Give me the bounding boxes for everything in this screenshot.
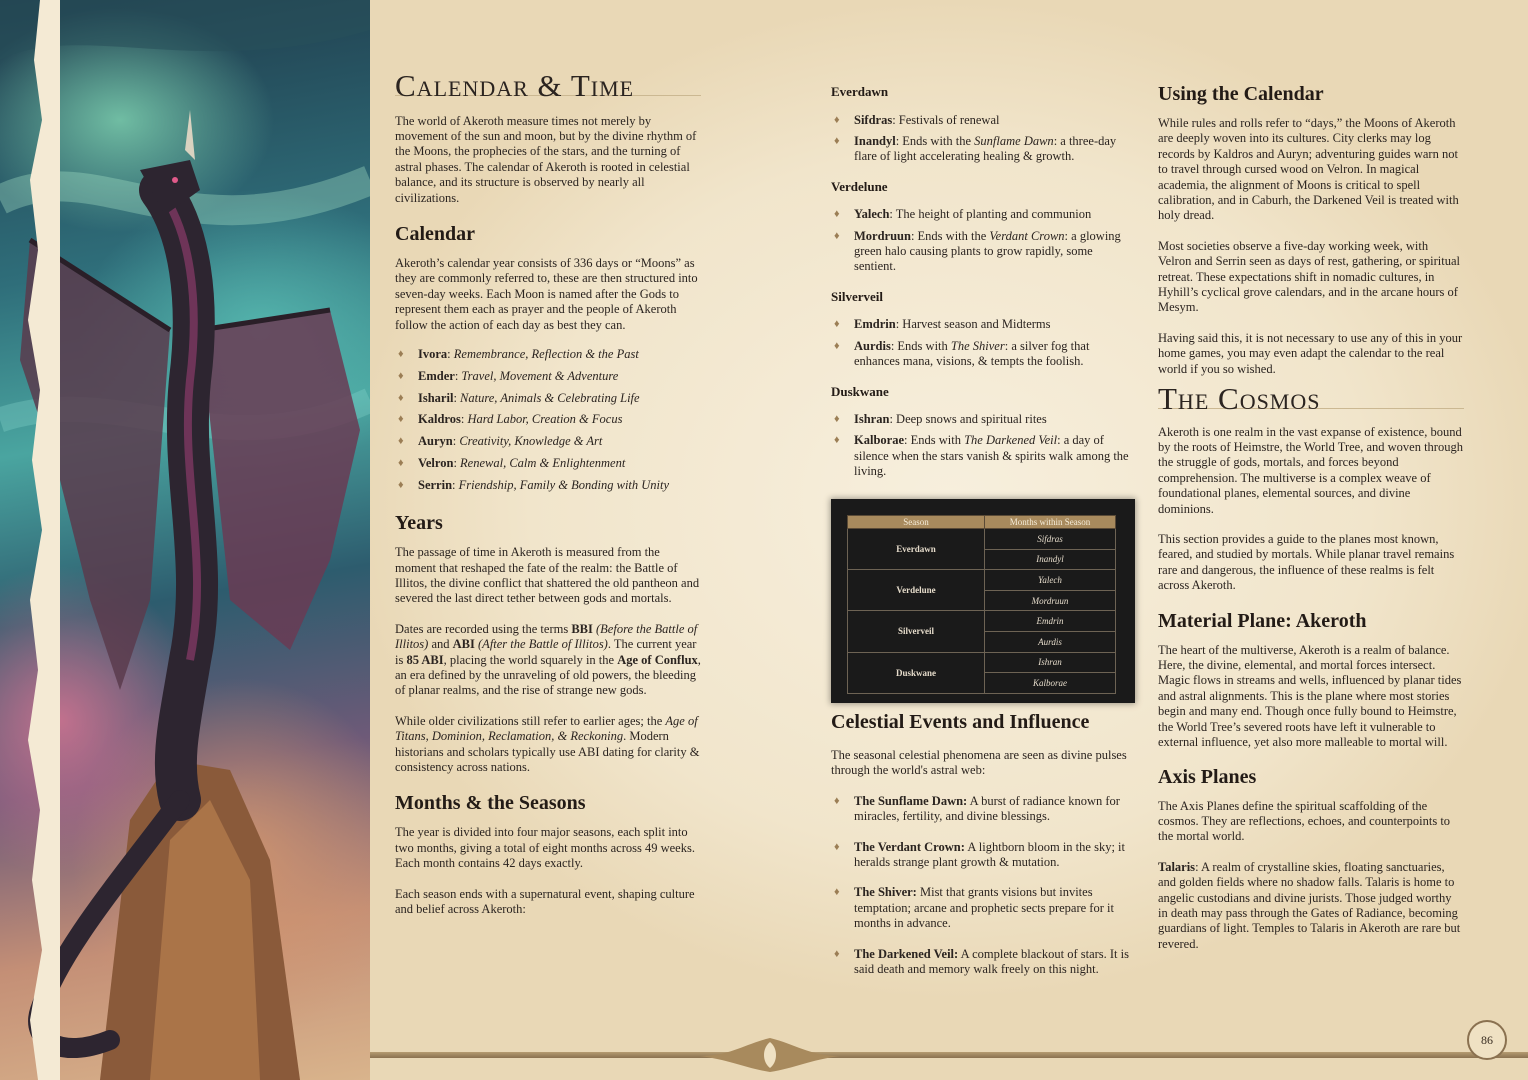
diamond-bullet-icon: ♦ — [398, 413, 404, 426]
season-heading-everdawn: Everdawn — [831, 84, 889, 99]
diamond-bullet-icon: ♦ — [398, 435, 404, 448]
months-paragraph-2: Each season ends with a supernatural event, shaping culture and belief across Akeroth: — [395, 886, 695, 917]
years-heading: Years — [395, 512, 443, 535]
diamond-bullet-icon: ♦ — [834, 840, 840, 853]
material-plane-paragraph: The heart of the multiverse, Akeroth is a realm of balance. Here, the divine, elemental, and mortal forces intersect. Magic flows in streams and wells, influenced by planar tides and astral alignments. This is the plane where most stories begin and many end. Though once fully bound to Heimstre, the World Tree’s severed roots have left it vulnerable to external influence, yet also more malleable to mortal will. — [1158, 642, 1462, 750]
table-row — [848, 570, 1116, 591]
months-paragraph-1: The year is divided into four major seasons, each split into two months, giving a total of eight months across 49 weeks. Each month contains 42 days exactly. — [395, 825, 695, 871]
list-item: ♦ Kalborae: Ends with The Darkened Veil: a day of silence when the stars vanish & spirits walk among the living. — [834, 433, 1129, 479]
list-item: ♦ Kaldros: Hard Labor, Creation & Focus — [398, 412, 623, 427]
dragon-illustration — [0, 0, 370, 1080]
table-cell-month: Aurdis — [985, 631, 1116, 652]
list-item: ♦ The Shiver: Mist that grants visions but invites temptation; arcane and prophetic sects prepare for it months in advance. — [834, 885, 1114, 931]
table-cell-month: Kalborae — [985, 673, 1116, 694]
celestial-intro: The seasonal celestial phenomena are seen as divine pulses through the world's astral web: — [831, 748, 1127, 778]
diamond-bullet-icon: ♦ — [834, 434, 840, 447]
table-row — [848, 611, 1116, 632]
table-cell-month: Emdrin — [985, 611, 1116, 632]
cosmos-paragraph-1: Akeroth is one realm in the vast expanse of existence, bound by the roots of Heimstre, the World Tree, and woven through the struggle of gods, mortals, and forces beyond comprehension. The multiverse is a complex weave of foundational planes, elemental sources, and divine dominions. — [1158, 424, 1463, 516]
using-paragraph-1: While rules and rolls refer to “days,” the Moons of Akeroth are deeply woven into its cultures. City clerks may log records by Kaldros and Auryn; adventuring guides warn not to travel through cursed wood on Velron. In magical academia, the alignment of Moons is critical to spell calibration, and in Caburh, the Darkened Veil is treated with holy dread. — [1158, 116, 1459, 223]
list-item: ♦ Emder: Travel, Movement & Adventure — [398, 368, 619, 383]
diamond-bullet-icon: ♦ — [398, 391, 404, 404]
day-list — [395, 347, 701, 493]
table-cell-month: Yalech — [985, 570, 1116, 591]
footer-ornament — [370, 1052, 1528, 1058]
list-item: ♦ The Verdant Crown: A lightborn bloom in the sky; it heralds strange plant growth & mutation. — [834, 839, 1125, 870]
footer-flourish-icon — [700, 1034, 840, 1074]
table-row — [848, 529, 1116, 550]
intro-paragraph: The world of Akeroth measure times not merely by movement of the sun and moon, but by the divine rhythm of the Moons, the prophecies of the stars, and the turning of astral phases. The calendar of Akeroth is rooted in celestial balance, and its structure is observed by nearly all civilizations. — [395, 113, 697, 205]
table-cell-season: Verdelune — [848, 570, 985, 611]
season-heading-duskwane: Duskwane — [831, 383, 889, 399]
list-item: ♦ Isharil: Nature, Animals & Celebrating Life — [398, 390, 640, 405]
table-header: Season — [848, 516, 985, 529]
season-month-list — [831, 412, 1137, 480]
table-cell-month: Ishran — [985, 652, 1116, 673]
celestial-event-list — [831, 794, 1137, 978]
list-item: ♦ Ivora: Remembrance, Reflection & the Past — [398, 346, 639, 361]
list-item: ♦ The Sunflame Dawn: A burst of radiance known for miracles, fertility, and divine blessings. — [834, 793, 1120, 824]
table-cell-season: Duskwane — [848, 652, 985, 693]
calendar-heading: Calendar — [395, 222, 475, 245]
using-paragraph-2: Most societies observe a five-day working week, with Velron and Serrin seen as days of rest, gathering, or spiritual retreat. These expectations shift in nomadic cultures, in Hyhill’s cyclical grove calendars, and in the arcane hours of Mesym. — [1158, 238, 1461, 315]
season-table — [847, 515, 1116, 694]
page-number: 86 — [1467, 1020, 1507, 1060]
diamond-bullet-icon: ♦ — [834, 413, 840, 426]
table-cell-month: Inandyl — [985, 549, 1116, 570]
months-heading: Months & the Seasons — [395, 792, 586, 815]
table-header: Months within Season — [985, 516, 1116, 529]
list-item: ♦ Auryn: Creativity, Knowledge & Art — [398, 434, 603, 449]
table-row — [848, 652, 1116, 673]
diamond-bullet-icon: ♦ — [834, 113, 840, 126]
using-heading: Using the Calendar — [1158, 83, 1324, 105]
list-item: ♦ Velron: Renewal, Calm & Enlightenment — [398, 455, 626, 470]
using-paragraph-3: Having said this, it is not necessary to use any of this in your home games, you may even adapt the calendar to the real world if you so wished. — [1158, 330, 1463, 376]
table-cell-season: Everdawn — [848, 529, 985, 570]
diamond-bullet-icon: ♦ — [834, 339, 840, 352]
years-paragraph-1: The passage of time in Akeroth is measured from the moment that reshaped the fate of the realm: the Battle of Illitos, the divine conflict that shattered the old pantheon and severed the last direct tether between gods and mortals. — [395, 545, 700, 606]
table-cell-month: Sifdras — [985, 529, 1116, 550]
season-month-list — [831, 113, 1137, 165]
column-right — [1158, 0, 1464, 952]
diamond-bullet-icon: ♦ — [398, 347, 404, 360]
season-month-list — [831, 207, 1137, 275]
diamond-bullet-icon: ♦ — [834, 134, 840, 147]
list-item: ♦ Sifdras: Festivals of renewal — [834, 112, 1000, 127]
chapter-title: Calendar & Time — [395, 78, 701, 96]
season-table-frame — [834, 502, 1132, 700]
diamond-bullet-icon: ♦ — [398, 369, 404, 382]
table-cell-month: Mordruun — [985, 590, 1116, 611]
celestial-section — [831, 710, 1137, 977]
calendar-paragraph: Akeroth’s calendar year consists of 336 days or “Moons” as they are commonly referred to, these are then structured into seven-day weeks. Each Moon is named after the Gods to represent them each as prayer and the people of Akeroth follow the action of each day as best they can. — [395, 255, 698, 332]
diamond-bullet-icon: ♦ — [834, 229, 840, 242]
season-heading-verdelune: Verdelune — [831, 178, 888, 194]
diamond-bullet-icon: ♦ — [834, 794, 840, 807]
list-item: ♦ Yalech: The height of planting and communion — [834, 207, 1092, 222]
diamond-bullet-icon: ♦ — [834, 886, 840, 899]
axis-planes-heading: Axis Planes — [1158, 765, 1257, 788]
season-heading-silverveil: Silverveil — [831, 288, 883, 304]
diamond-bullet-icon: ♦ — [834, 208, 840, 221]
list-item: ♦ Emdrin: Harvest season and Midterms — [834, 317, 1051, 332]
list-item: ♦ Aurdis: Ends with The Shiver: a silver fog that enhances mana, visions, & tempts the foolish. — [834, 338, 1090, 369]
season-month-list — [831, 317, 1137, 369]
cosmos-paragraph-2: This section provides a guide to the planes most known, feared, and studied by mortals. While planar travel remains rare and dangerous, the influence of these realms is felt across Akeroth. — [1158, 532, 1455, 593]
material-plane-heading: Material Plane: Akeroth — [1158, 609, 1367, 632]
list-item: ♦ Ishran: Deep snows and spiritual rites — [834, 412, 1047, 427]
list-item: ♦ Inandyl: Ends with the Sunflame Dawn: a three-day flare of light accelerating healing & growth. — [834, 133, 1117, 164]
column-middle — [831, 0, 1137, 480]
list-item: ♦ The Darkened Veil: A complete blackout of stars. It is said death and memory walk freely on this night. — [834, 946, 1129, 977]
axis-planes-paragraph: The Axis Planes define the spiritual scaffolding of the cosmos. They are reflections, echoes, and counterpoints to the mortal world. — [1158, 798, 1451, 844]
talaris-paragraph: Talaris: A realm of crystalline skies, floating sanctuaries, and golden fields where no shadow falls. Talaris is home to angelic custodians and divine jurists. Those judged worthy in death may pass through the Gates of Radiance, becoming guardians of light. Temples to Talaris in Akeroth are rare but revered. — [1158, 859, 1461, 951]
torn-paper-edge — [0, 0, 60, 1080]
diamond-bullet-icon: ♦ — [834, 318, 840, 331]
table-cell-season: Silverveil — [848, 611, 985, 652]
table-header-row — [848, 516, 1116, 529]
diamond-bullet-icon: ♦ — [834, 947, 840, 960]
diamond-bullet-icon: ♦ — [398, 456, 404, 469]
list-item: ♦ Serrin: Friendship, Family & Bonding with Unity — [398, 477, 670, 492]
years-paragraph-2: Dates are recorded using the terms BBI (Before the Battle of Illitos) and ABI (After the Battle of Illitos). The current year is 85 ABI, placing the world squarely in the Age of Conflux, an era defined by the unraveling of old powers, the bleeding of planar realms, and the rise of strange new gods. — [395, 621, 701, 698]
column-left — [395, 0, 701, 917]
years-paragraph-3: While older civilizations still refer to earlier ages; the Age of Titans, Dominion, Reclamation, & Reckoning. Modern historians and scholars typically use ABI dating for clarity & consistency across nations. — [395, 713, 700, 775]
diamond-bullet-icon: ♦ — [398, 478, 404, 491]
cosmos-chapter-title: The Cosmos — [1158, 391, 1464, 409]
celestial-heading: Celestial Events and Influence — [831, 711, 1090, 733]
list-item: ♦ Mordruun: Ends with the Verdant Crown: a glowing green halo causing plants to grow rapidly, some sentient. — [834, 228, 1121, 274]
